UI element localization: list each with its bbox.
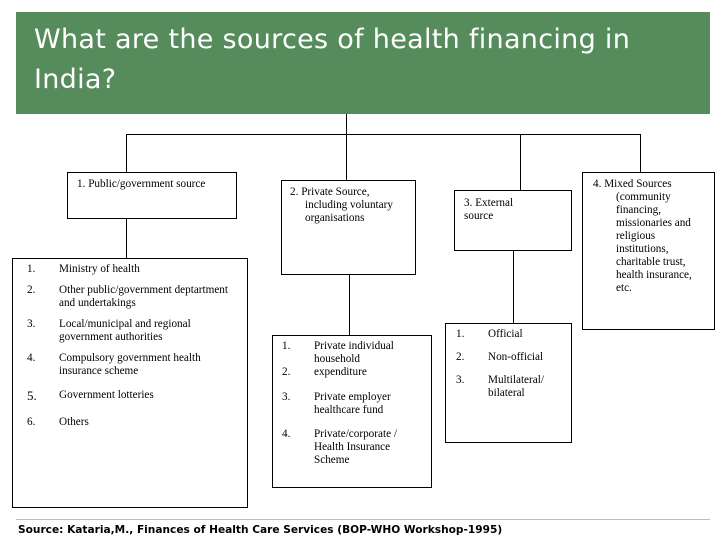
item-number: 4. — [27, 352, 36, 364]
item-text: Government lotteries — [59, 389, 154, 401]
public-source-box — [67, 172, 237, 219]
item-number: 3. — [282, 391, 291, 403]
item-text: Local/municipal and regional government authorities — [59, 318, 191, 343]
list-item — [456, 328, 567, 341]
item-text: Others — [59, 416, 89, 428]
private-source-box — [281, 180, 416, 275]
drop-line-public — [126, 134, 127, 172]
item-text: expenditure — [314, 366, 367, 378]
item-number: 3. — [27, 318, 36, 330]
list-item — [456, 374, 567, 400]
item-number: 2. — [456, 351, 465, 363]
external-source-box — [454, 190, 572, 251]
public-items-box — [12, 258, 248, 508]
item-number: 1. — [27, 263, 36, 275]
item-number: 1. — [456, 328, 465, 340]
footer-divider — [16, 519, 710, 520]
list-item — [27, 263, 243, 276]
list-item — [27, 389, 243, 402]
slide-title: What are the sources of health financing in India? — [34, 24, 631, 95]
item-number: 1. — [282, 340, 291, 352]
source-citation: Source: Kataria,M., Finances of Health Care Services (BOP-WHO Workshop-1995) — [18, 524, 503, 536]
item-text: Private/corporate / Health Insurance Scheme — [314, 428, 397, 466]
item-text: Other public/government deptartment and undertakings — [59, 284, 229, 309]
item-text: Non-official — [488, 351, 544, 363]
list-item — [27, 284, 243, 310]
item-number: 5. — [27, 388, 37, 403]
list-item — [27, 318, 243, 344]
external-items-box — [445, 323, 572, 443]
item-number: 3. — [456, 374, 465, 386]
link-line-external — [513, 251, 514, 323]
drop-line-external — [520, 134, 521, 190]
top-stem-line — [346, 114, 347, 134]
mixed-source-box — [582, 172, 715, 330]
private-source-label: 2. Private Source, including voluntary organisations — [290, 186, 393, 224]
link-line-private — [349, 275, 350, 335]
item-text: Ministry of health — [59, 263, 140, 275]
drop-line-mixed — [640, 134, 641, 172]
list-item — [282, 340, 427, 366]
public-source-label: 1. Public/government source — [77, 178, 206, 190]
item-text: Private employer healthcare fund — [314, 391, 391, 416]
item-text: Private individual household — [314, 340, 394, 365]
list-item — [27, 416, 243, 429]
item-text: Official — [488, 328, 523, 340]
item-text: Multilateral/ bilateral — [488, 374, 544, 399]
list-item — [282, 428, 427, 467]
list-item — [282, 366, 427, 379]
horizontal-connector-line — [126, 134, 641, 135]
link-line-public — [126, 219, 127, 258]
list-item — [27, 352, 243, 378]
list-item — [456, 351, 567, 364]
mixed-source-label: 4. Mixed Sources (community financing, missionaries and religious institutions, charitable trust, health insurance, etc. — [593, 178, 692, 294]
item-text: Compulsory government health insurance scheme — [59, 352, 201, 377]
item-number: 2. — [282, 366, 291, 378]
item-number: 2. — [27, 284, 36, 296]
private-items-box — [272, 335, 432, 488]
item-number: 4. — [282, 428, 291, 440]
item-number: 6. — [27, 416, 36, 428]
drop-line-private — [346, 134, 347, 180]
external-source-label: 3. External source — [464, 197, 514, 222]
list-item — [282, 391, 427, 417]
